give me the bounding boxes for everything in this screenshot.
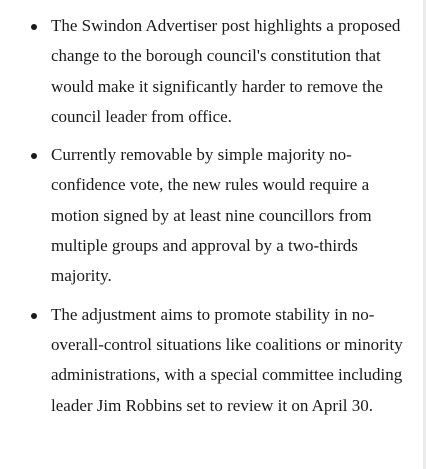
bullet-icon [31, 24, 37, 30]
bullet-text: Currently removable by simple majority no-confidence vote, the new rules would require a motion signed by at least nine councillors from multiple groups and approval by a two-thirds majority. [51, 145, 372, 286]
bullet-icon [31, 153, 37, 159]
list-item [0, 140, 420, 291]
list-item [0, 11, 420, 132]
bullet-icon [31, 313, 37, 319]
bullet-text: The Swindon Advertiser post highlights a proposed change to the borough council's constitution that would make it significantly harder to remove the council leader from office. [51, 16, 401, 126]
list-item [0, 300, 420, 421]
summary-bullet-list [0, 11, 420, 429]
bullet-text: The adjustment aims to promote stability in no-overall-control situations like coalitions or minority administrations, with a special committee including leader Jim Robbins set to review it on April 30. [51, 304, 403, 415]
